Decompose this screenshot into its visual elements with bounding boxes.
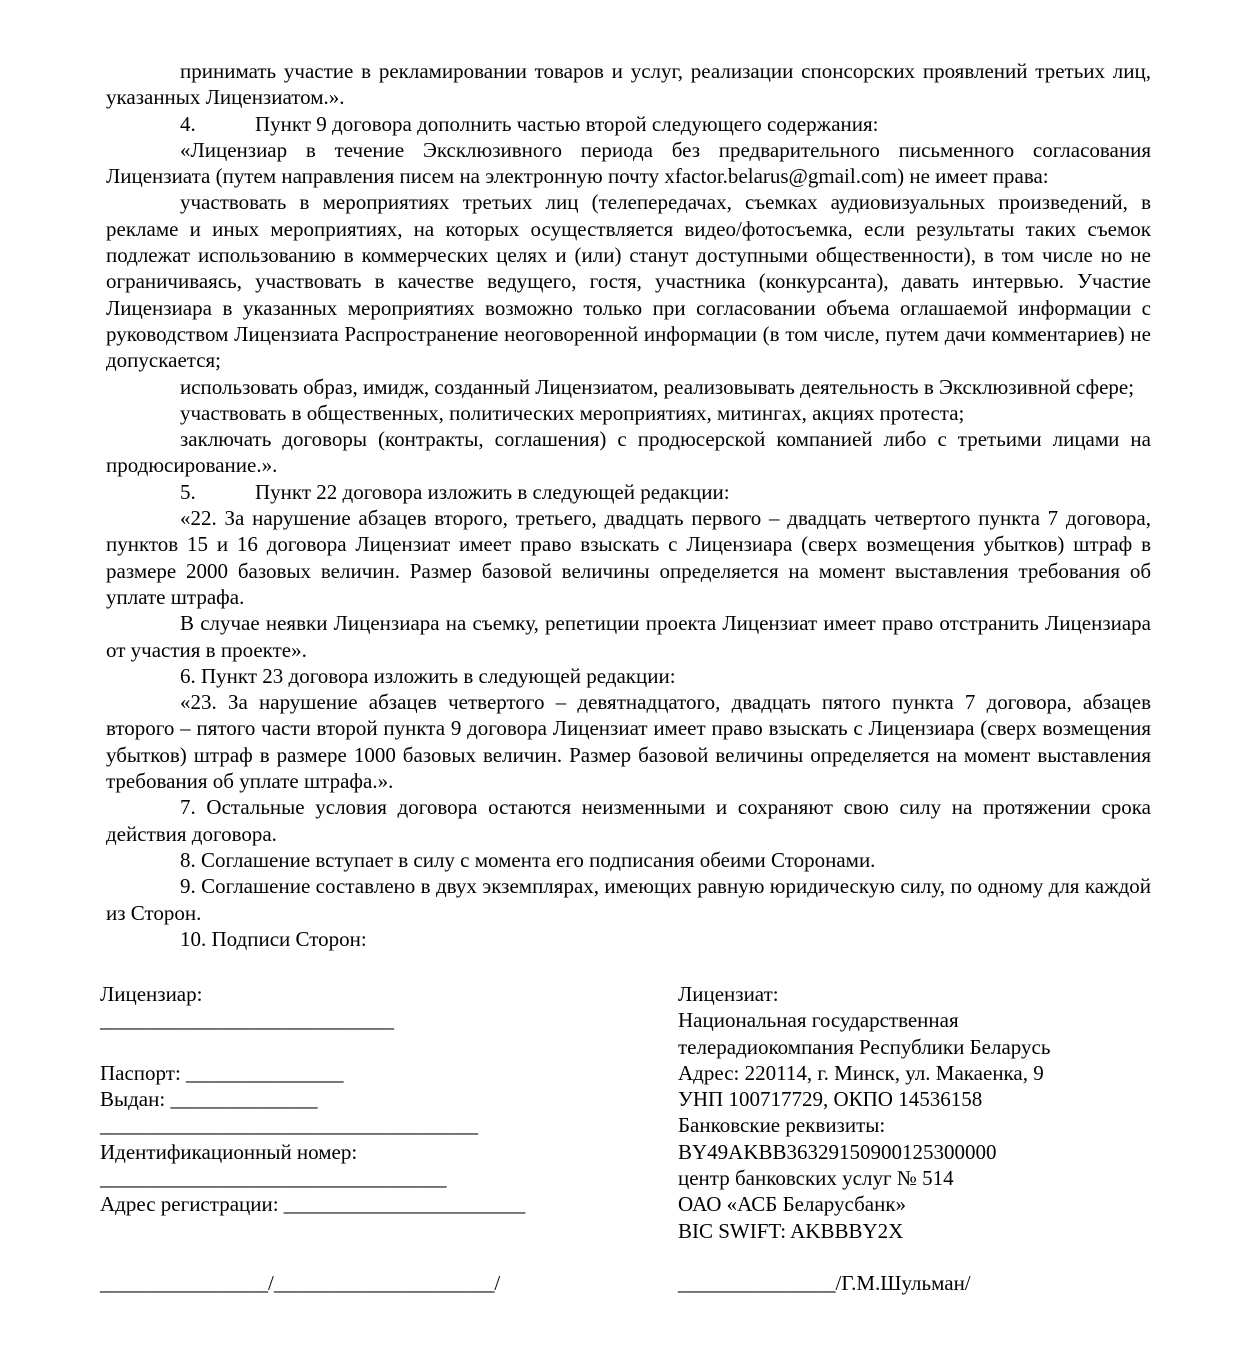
paragraph: участвовать в мероприятиях третьих лиц (телепередачах, съемках аудиовизуальных произведений, в рекламе и иных мероприятиях, на которых осуществляется видео/фотосъемка, если результаты таких съемок подлежат использованию в коммерческих целях и (или) станут доступными общественности), в том числе но не ограничиваясь, участвовать в качестве ведущего, гостя, участника (конкурсанта), давать интервью. Участие Лицензиара в указанных мероприятиях возможно только при согласовании объема оглашаемой информации с руководством Лицензиата Распространение неоговоренной информации (в том числе, путем дачи комментариев) не допускается;	[106, 190, 1151, 373]
issued-field: Выдан: ______________	[100, 1087, 318, 1112]
paragraph: «Лицензиар в течение Эксклюзивного периода без предварительного письменного согласования Лицензиата (путем направления писем на электронную почту xfactor.belarus@gmail.com) не имеет права:	[106, 137, 1151, 189]
licensee-address: Адрес: 220114, г. Минск, ул. Макаенка, 9	[678, 1060, 1044, 1085]
licensee-org-line1: Национальная государственная	[678, 1008, 959, 1033]
passport-field: Паспорт: _______________	[100, 1060, 344, 1085]
licensee-unp: УНП 100717729, ОКПО 14536158	[678, 1087, 983, 1112]
licensor-name-line: ____________________________	[100, 1008, 394, 1033]
paragraph: участвовать в общественных, политических мероприятиях, митингах, акциях протеста;	[180, 400, 965, 425]
paragraph: «22. За нарушение абзацев второго, третьего, двадцать первого – двадцать четвертого пункта 7 договора, пунктов 15 и 16 договора Лицензиат имеет право взыскать с Лицензиара (сверх возмещения убытков) штраф в размере 2000 базовых величин. Размер базовой величины определяется на момент выставления требования об уплате штрафа.	[106, 506, 1151, 609]
licensee-signature-line: _______________/Г.М.Шульман/	[678, 1271, 971, 1296]
document-body	[106, 58, 1151, 952]
paragraph: использовать образ, имидж, созданный Лицензиатом, реализовывать деятельность в Эксклюзивной сфере;	[180, 374, 1135, 399]
bank-details-title: Банковские реквизиты:	[678, 1113, 886, 1138]
clause-text: Пункт 9 договора дополнить частью второй следующего содержания:	[255, 111, 879, 136]
licensor-column	[100, 981, 620, 1297]
bank-account: BY49AKBB36329150900125300000	[678, 1139, 997, 1164]
clause-text: Пункт 22 договора изложить в следующей редакции:	[255, 479, 730, 504]
clause-4	[106, 111, 1151, 137]
paragraph: 8. Соглашение вступает в силу с момента его подписания обеими Сторонами.	[180, 847, 876, 872]
licensor-signature-line: ________________/_____________________/	[100, 1271, 501, 1296]
paragraph: 7. Остальные условия договора остаются неизменными и сохраняют свою силу на протяжении срока действия договора.	[106, 795, 1151, 846]
registration-address-field: Адрес регистрации: _______________________	[100, 1192, 526, 1217]
bic-swift: BIC SWIFT: AKBBBY2X	[678, 1218, 904, 1243]
paragraph: 9. Соглашение составлено в двух экземплярах, имеющих равную юридическую силу, по одному для каждой из Сторон.	[106, 874, 1151, 925]
paragraph: В случае неявки Лицензиара на съемку, репетиции проекта Лицензиат имеет право отстранить Лицензиара от участия в проекте».	[106, 611, 1151, 662]
bank-center: центр банковских услуг № 514	[678, 1166, 954, 1191]
licensee-column	[678, 981, 1198, 1297]
paragraph-continuation: принимать участие в рекламировании товаров и услуг, реализации спонсорских проявлений третьих лиц, указанных Лицензиатом.».	[106, 59, 1151, 110]
clause-number: 5.	[180, 479, 196, 504]
paragraph: 10. Подписи Сторон:	[180, 926, 367, 951]
paragraph: «23. За нарушение абзацев четвертого – девятнадцатого, двадцать пятого пункта 7 договора, абзацев второго – пятого части второй пункта 9 договора Лицензиат имеет право взыскать с Лицензиара (сверх возмещения убытков) штраф в размере 1000 базовых величин. Размер базовой величины определяется на момент выставления требования об уплате штрафа.».	[106, 690, 1151, 794]
clause-number: 4.	[180, 111, 196, 136]
id-number-line: _________________________________	[100, 1166, 447, 1191]
issued-line: ____________________________________	[100, 1113, 478, 1138]
paragraph: 6. Пункт 23 договора изложить в следующей редакции:	[180, 663, 676, 688]
licensee-title: Лицензиат:	[678, 982, 779, 1006]
licensee-org-line2: телерадиокомпания Республики Беларусь	[678, 1034, 1051, 1059]
paragraph: заключать договоры (контракты, соглашения) с продюсерской компанией либо с третьими лицами на продюсирование.».	[106, 427, 1151, 478]
licensor-title: Лицензиар:	[100, 982, 203, 1006]
id-number-label: Идентификационный номер:	[100, 1139, 358, 1164]
bank-name: ОАО «АСБ Беларусбанк»	[678, 1192, 907, 1217]
clause-5	[106, 479, 1151, 505]
